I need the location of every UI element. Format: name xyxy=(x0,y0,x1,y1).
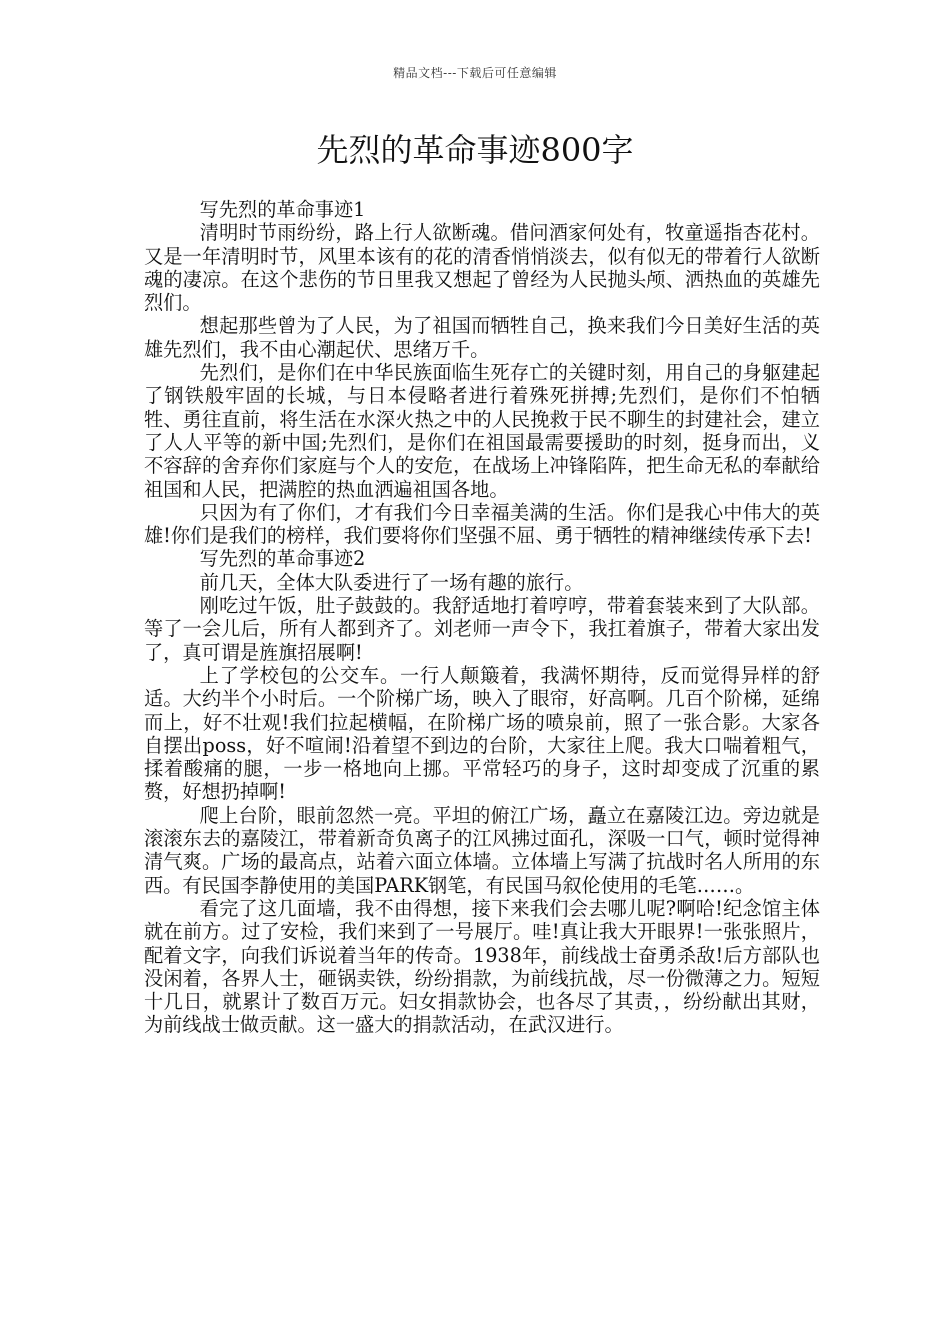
document-body xyxy=(144,198,820,1037)
paragraph: 先烈们，是你们在中华民族面临生死存亡的关键时刻，用自己的身躯建起了钢铁般牢固的长城，与日本侵略者进行着殊死拼搏;先烈们，是你们不怕牺牲、勇往直前，将生活在水深火热之中的人民挽救于民不聊生的封建社会，建立了人人平等的新中国;先烈们，是你们在祖国最需要援助的时刻，挺身而出，义不容辞的舍弃你们家庭与个人的安危，在战场上冲锋陷阵，把生命无私的奉献给祖国和人民，把满腔的热血洒遍祖国各地。 xyxy=(144,361,820,501)
document-title: 先烈的革命事迹800字 xyxy=(316,131,634,169)
paragraph: 前几天，全体大队委进行了一场有趣的旅行。 xyxy=(199,570,584,594)
header-note: 精品文档---下载后可任意编辑 xyxy=(393,66,557,80)
paragraph: 爬上台阶，眼前忽然一亮。平坦的俯江广场，矗立在嘉陵江边。旁边就是滚滚东去的嘉陵江，带着新奇负离子的江风拂过面孔，深吸一口气，顿时觉得神清气爽。广场的最高点，站着六面立体墙。立体墙上写满了抗战时名人所用的东西。有民国李静使用的美国PARK钢笔，有民国马叙伦使用的毛笔……。 xyxy=(144,803,820,897)
paragraph: 只因为有了你们，才有我们今日幸福美满的生活。你们是我心中伟大的英雄!你们是我们的榜样，我们要将你们坚强不屈、勇于牺牲的精神继续传承下去! xyxy=(144,500,820,548)
paragraph: 清明时节雨纷纷，路上行人欲断魂。借问酒家何处有，牧童遥指杏花村。又是一年清明时节，风里本该有的花的清香悄悄淡去，似有似无的带着行人欲断魂的凄凉。在这个悲伤的节日里我又想起了曾经为人民抛头颅、洒热血的英雄先烈们。 xyxy=(144,221,820,315)
paragraph: 刚吃过午饭，肚子鼓鼓的。我舒适地打着哼哼，带着套装来到了大队部。等了一会儿后，所有人都到齐了。刘老师一声令下，我扛着旗子，带着大家出发了，真可谓是旌旗招展啊! xyxy=(144,594,820,664)
paragraph: 上了学校包的公交车。一行人颠簸着，我满怀期待，反而觉得异样的舒适。大约半个小时后。一个阶梯广场，映入了眼帘，好高啊。几百个阶梯，延绵而上，好不壮观!我们拉起横幅，在阶梯广场的喷泉前，照了一张合影。大家各自摆出poss，好不喧闹!沿着望不到边的台阶，大家往上爬。我大口喘着粗气，揉着酸痛的腿，一步一格地向上挪。平常轻巧的身子，这时却变成了沉重的累赘，好想扔掉啊! xyxy=(144,663,820,804)
section-heading-2: 写先烈的革命事迹2 xyxy=(199,547,366,571)
paragraph: 想起那些曾为了人民，为了祖国而牺牲自己，换来我们今日美好生活的英雄先烈们，我不由心潮起伏、思绪万千。 xyxy=(144,314,820,361)
paragraph: 看完了这几面墙，我不由得想，接下来我们会去哪儿呢?啊哈!纪念馆主体就在前方。过了安检，我们来到了一号展厅。哇!真让我大开眼界!一张张照片，配着文字，向我们诉说着当年的传奇。1938年，前线战士奋勇杀敌!后方部队也没闲着，各界人士，砸锅卖铁，纷纷捐款，为前线抗战，尽一份微薄之力。短短十几日，就累计了数百万元。妇女捐款协会，也各尽了其责，，纷纷献出其财，为前线战士做贡献。这一盛大的捐款活动，在武汉进行。 xyxy=(144,896,820,1037)
section-heading-1: 写先烈的革命事迹1 xyxy=(199,198,366,221)
